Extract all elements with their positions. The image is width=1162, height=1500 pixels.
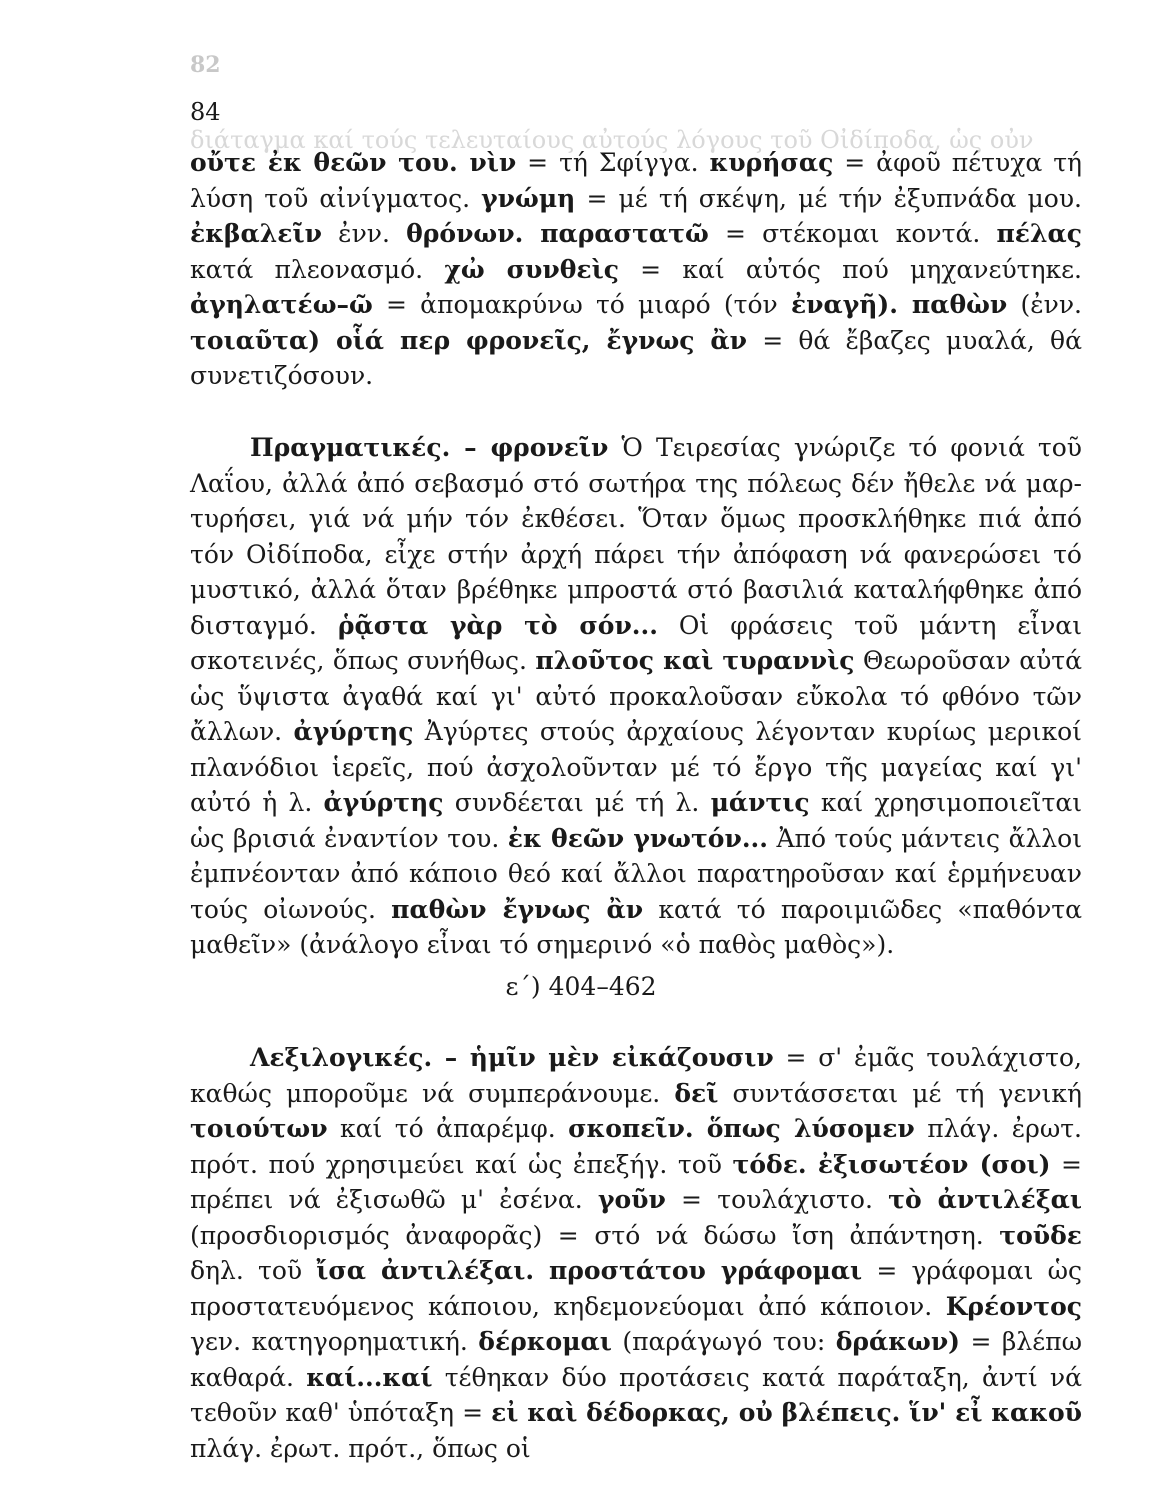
bleed-through-text: διάταγμα καί τούς τελευταίους αὐτούς λόγους τοῦ Οἰδίποδα, ὡς οὐν — [190, 126, 1034, 154]
ghost-page-number: 82 — [190, 52, 221, 78]
text-run: = ἀπομακρύνω τό μιαρό (τόν — [372, 290, 791, 319]
text-run: Ἀγύρτες στούς ἀρχαίους λέγονταν κυρίως μερικοί πλανόδιοι ἱερεῖς, πού ἀσχολοῦνταν μέ τό ἔργο τῆς μαγείας καί γι' αὐτό ἡ λ. — [190, 717, 1082, 817]
bold-term: μάντις — [710, 788, 810, 817]
text-run: τέθηκαν δύο προτάσεις κατά παράταξη, ἀντί νά τεθοῦν καθ' ὑπόταξη = — [190, 1362, 1082, 1427]
text-run: = ἀφοῦ πέτυχα τή λύση τοῦ αἰνίγματος. — [190, 148, 1082, 213]
text-run: καί χρησιμοποιεῖται ὡς βρισιά ἐναντίον του. — [190, 788, 1083, 853]
paragraph-vocabulary-notes — [190, 145, 1082, 394]
bold-term: τὸ ἀντιλέξαι — [888, 1185, 1082, 1214]
bold-term: Πραγματικές. – φρονεῖν — [250, 433, 609, 462]
bold-term: ῥᾷστα γὰρ τὸ σόν... — [337, 610, 658, 640]
text-run: γεν. κατηγορηματική. — [190, 1327, 479, 1356]
bold-term: παθὼν ἔγνως ἂν — [391, 894, 644, 924]
bold-term: Λεξιλογικές. – ἡμῖν μὲν εἰκάζουσιν — [250, 1043, 774, 1072]
bold-term: δεῖ — [674, 1078, 719, 1108]
bold-term: ἀγύρτης — [293, 717, 414, 746]
bold-term: δράκων) — [835, 1327, 961, 1356]
bold-term: χὠ συνθεὶς — [444, 254, 619, 284]
bold-term: ἴσα ἀντιλέξαι. προστάτου γράφομαι — [316, 1256, 863, 1285]
bold-term: κυρήσας — [709, 148, 834, 177]
bold-term: ἐκ θεῶν γνωτόν... — [507, 823, 768, 853]
text-run: Οἱ φράσεις τοῦ μάντη εἶναι σκοτεινές, ὅπως συνήθως. — [190, 610, 1082, 675]
bold-term: καί...καί — [306, 1362, 433, 1392]
bold-term: εἰ καὶ δέδορκας, οὐ βλέπεις. ἵν' εἶ κακοῦ — [491, 1398, 1082, 1427]
text-run: συνδέεται μέ τή λ. — [443, 788, 711, 817]
bold-term: ἀγύρτης — [323, 788, 444, 817]
text-run: ἐνν. — [321, 219, 407, 248]
text-run: δηλ. τοῦ — [190, 1256, 317, 1285]
bold-term: τοιαῦτα) οἷά περ φρονεῖς, ἔγνως ἂν — [190, 325, 748, 355]
text-run: = τουλάχιστο. — [665, 1185, 889, 1214]
text-run: Ἀπό τούς μάντεις ἄλλοι ἐμπνέονταν ἀπό κάποιο θεό καί ἄλλοι παρατηροῦσαν καί ἑρμήνευαν τούς οἰωνούς. — [190, 823, 1082, 924]
text-run: = θά ἔβαζες μυαλά, θά συνετιζόσουν. — [190, 325, 1082, 390]
text-run: κατά τό παροιμιῶδες «παθόντα μαθεῖν» (ἀνάλογο εἶναι τό σημερινό «ὁ παθὸς μαθὸς»). — [190, 894, 1082, 959]
bold-term: τοῦδε — [999, 1220, 1082, 1250]
text-run: Ὁ Τειρεσίας γνώριζε τό φονιά τοῦ Λαΐου, ἀλλά ἀπό σεβασμό στό σωτήρα της πόλεως δέν ἤθελε νά μαρτυρήσει, γιά νά μήν τόν ἐκθέσει. Ὅταν ὅμως προσκλήθηκε πιά ἀπό τόν Οἰδίποδα, εἶχε στήν ἀρχή πάρει τήν ἀπόφαση νά φανερώσει τό μυστικό, ἀλλά ὅταν βρέθηκε μπροστά στό βασιλιά καταλήφθηκε ἀπό δισταγμό. — [190, 433, 1083, 640]
text-run: συντάσσεται μέ τή γενική — [718, 1078, 1082, 1108]
text-run: πλάγ. ἐρωτ. πρότ., ὅπως οἱ — [190, 1433, 531, 1463]
bold-term: γνώμη — [481, 183, 576, 213]
text-run: = στέκομαι κοντά. — [708, 219, 997, 248]
bold-term: Κρέοντος — [945, 1291, 1082, 1321]
text-run: = πρέπει νά ἐξισωθῶ μ' ἐσένα. — [190, 1149, 1082, 1214]
bold-term: τοιούτων — [190, 1114, 328, 1143]
text-run: (παράγωγό του: — [611, 1327, 836, 1356]
text-run: = σ' ἐμᾶς τουλάχιστο, καθώς μποροῦμε νά συμπεράνουμε. — [190, 1043, 1082, 1108]
bold-term: δέρκομαι — [478, 1327, 612, 1356]
paragraph-factual-notes — [190, 430, 1082, 963]
bold-term: θρόνων. παραστατῶ — [406, 219, 709, 248]
text-run: = μέ τή σκέψη, μέ τήν ἐξυπνάδα μου. — [575, 183, 1083, 213]
text-run: κατά πλεονασμό. — [190, 254, 445, 284]
text-run: πλάγ. ἐρωτ. πρότ. πού χρησιμεύει καί ὡς ἐπεξήγ. τοῦ — [190, 1114, 1082, 1179]
bold-term: πέλας — [996, 219, 1082, 248]
page-number: 84 — [190, 98, 221, 126]
paragraph-lexical-notes — [190, 1040, 1082, 1466]
bold-term: τόδε. ἐξισωτέον (σοι) — [732, 1149, 1051, 1179]
section-heading: ε΄) 404–462 — [505, 972, 657, 1001]
text-run: καί τό ἀπαρέμφ. — [327, 1114, 569, 1143]
bold-term: ἐκβαλεῖν — [190, 219, 322, 248]
text-run: = τή Σφίγγα. — [516, 148, 710, 177]
text-run: (προσδιορισμός ἀναφορᾶς) = στό νά δώσω ἴση ἀπάντηση. — [190, 1220, 1000, 1250]
bold-term: σκοπεῖν. ὅπως λύσομεν — [568, 1114, 915, 1143]
bold-term: πλοῦτος καὶ τυραννὶς — [535, 646, 855, 675]
text-run: = καί αὐτός πού μηχανεύτηκε. — [618, 254, 1082, 284]
bold-term: ἀγηλατέω–ῶ — [190, 290, 373, 319]
text-run: (ἐνν. — [1007, 290, 1083, 319]
bold-term: γοῦν — [597, 1185, 666, 1214]
text-run: = βλέπω καθαρά. — [190, 1327, 1082, 1392]
text-run: = γράφομαι ὡς προστατευόμενος κάποιου, κηδεμονεύομαι ἀπό κάποιον. — [190, 1256, 1083, 1321]
text-run: Θεωροῦσαν αὐτά ὡς ὕψιστα ἀγαθά καί γι' αὐτό προκαλοῦσαν εὔκολα τό φθόνο τῶν ἄλλων. — [190, 646, 1082, 746]
bold-term: ἐναγῆ). παθὼν — [790, 290, 1008, 319]
bold-term: οὔτε ἐκ θεῶν του. νὶν — [190, 148, 517, 177]
